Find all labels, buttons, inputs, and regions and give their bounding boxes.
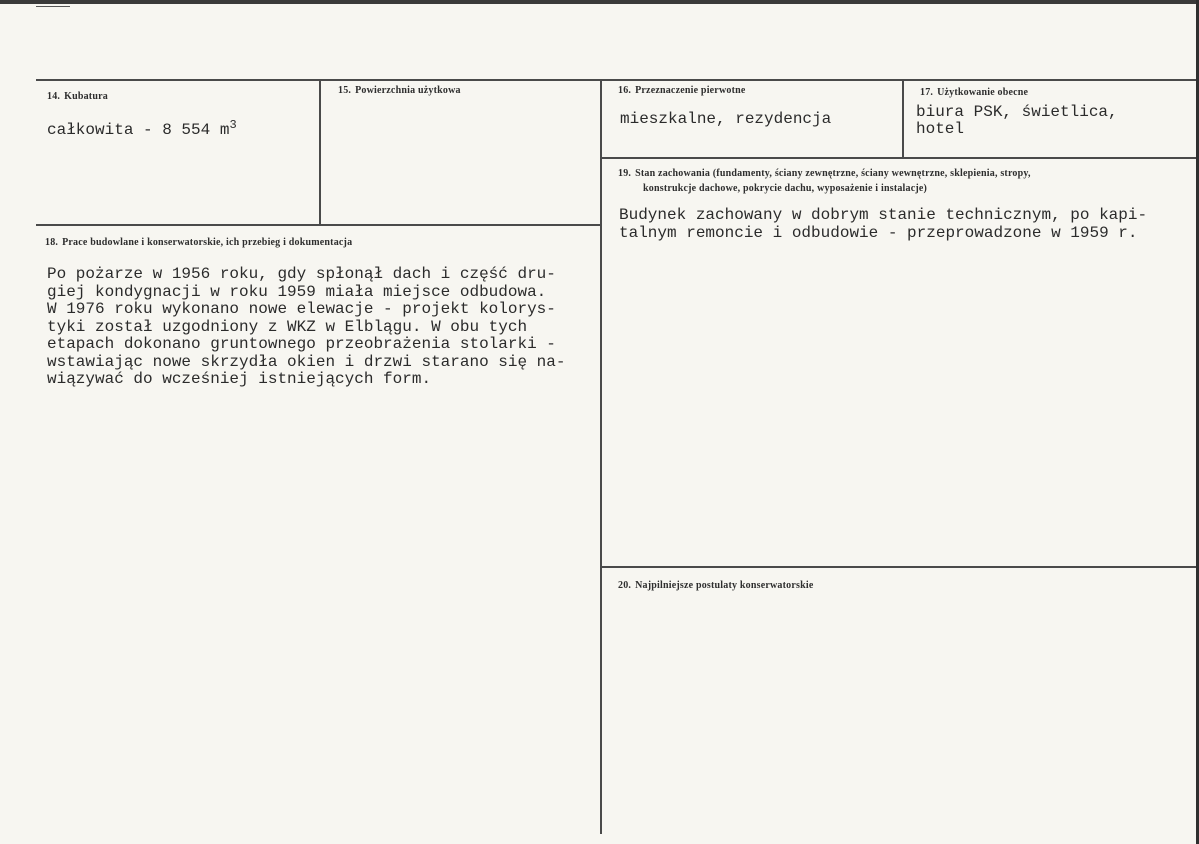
field-17-number: 17.	[920, 87, 934, 98]
field-19-title-line-2: konstrukcje dachowe, pokrycie dachu, wyposażenie i instalacje)	[643, 183, 928, 194]
field-14-title: Kubatura	[64, 91, 108, 102]
field-16-value: mieszkalne, rezydencja	[620, 110, 832, 128]
top-mark	[36, 6, 70, 7]
field-14-label	[47, 91, 108, 102]
field-19-number: 19.	[618, 168, 632, 179]
field-18-line-2: giej kondygnacji w roku 1959 miała miejsce odbudowa.	[47, 282, 547, 301]
field-19-label	[618, 168, 1031, 179]
field-18-line-1: Po pożarze w 1956 roku, gdy spłonął dach i część dru-	[47, 265, 556, 283]
grid-line-14-15	[319, 79, 321, 225]
field-19-line-1: Budynek zachowany w dobrym stanie technicznym, po kapi-	[619, 206, 1148, 224]
field-17-line-1: biura PSK, świetlica,	[916, 103, 1118, 121]
field-17-line-2: hotel	[916, 120, 965, 138]
top-edge	[0, 0, 1199, 4]
field-16-title: Przeznaczenie pierwotne	[635, 85, 746, 96]
field-14-text: całkowita - 8 554 m	[47, 121, 230, 139]
field-14-superscript: 3	[229, 118, 237, 132]
field-18-line-5: etapach dokonano gruntownego przeobrażenia stolarki -	[47, 335, 556, 353]
field-18-line-6: wstawiając nowe skrzydła okien i drzwi starano się na-	[47, 352, 566, 371]
field-18-title: Prace budowlane i konserwatorskie, ich przebieg i dokumentacja	[62, 237, 353, 248]
field-16-label	[618, 85, 746, 96]
field-19-line-2: talnym remoncie i odbudowie - przeprowadzone w 1959 r.	[619, 224, 1138, 242]
field-18-line-7: wiązywać do wcześniej istniejących form.	[47, 370, 432, 388]
field-20-title: Najpilniejsze postulaty konserwatorskie	[635, 580, 814, 591]
field-14-number: 14.	[47, 91, 61, 102]
field-18-line-3: W 1976 roku wykonano nowe elewacje - projekt kolorys-	[47, 300, 556, 318]
field-20-number: 20.	[618, 580, 632, 591]
field-17-label	[920, 87, 1028, 98]
grid-line-16-17	[902, 79, 904, 157]
field-18-line-4: tyki został uzgodniony z WKZ w Elblągu. W obu tych	[47, 317, 528, 336]
field-16-number: 16.	[618, 85, 632, 96]
field-14-value	[47, 118, 237, 141]
grid-line-top	[36, 79, 1196, 81]
grid-line-above-20	[602, 566, 1196, 568]
field-15-label	[338, 85, 461, 96]
grid-line-under-16-17	[602, 157, 1196, 159]
field-19-title-line-1: Stan zachowania (fundamenty, ściany zewnętrzne, ściany wewnętrzne, sklepienia, stropy,	[635, 168, 1031, 179]
field-20-label	[618, 580, 813, 591]
field-15-title: Powierzchnia użytkowa	[355, 85, 461, 96]
field-15-number: 15.	[338, 85, 352, 96]
grid-line-center	[600, 79, 602, 834]
field-17-title: Użytkowanie obecne	[937, 87, 1029, 98]
field-18-number: 18.	[45, 237, 59, 248]
field-18-label	[45, 237, 352, 248]
grid-line-under-14-15	[36, 224, 602, 226]
